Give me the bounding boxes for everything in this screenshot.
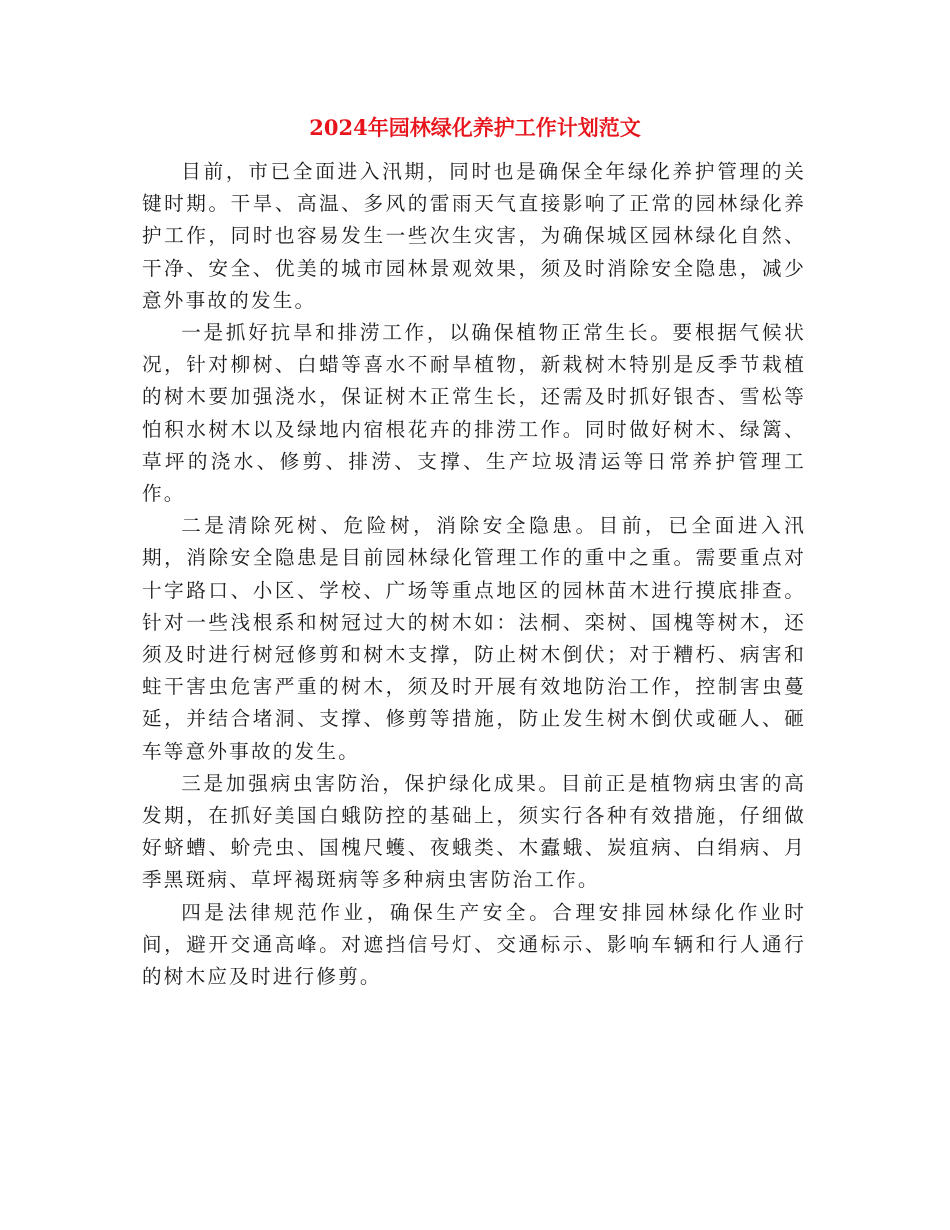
document-title: 2024年园林绿化养护工作计划范文 [309,115,641,140]
paragraph-drought-drainage: 一是抓好抗旱和排涝工作，以确保植物正常生长。要根据气候状况，针对柳树、白蜡等喜水不耐旱植物，新栽树木特别是反季节栽植的树木要加强浇水，保证树木正常生长，还需及时抓好银杏、雪松等怕积水树木以及绿地内宿根花卉的排涝工作。同时做好树木、绿篱、草坪的浇水、修剪、排涝、支撑、生产垃圾清运等日常养护管理工作。 [142,321,806,506]
paragraph-safe-operation: 四是法律规范作业，确保生产安全。合理安排园林绿化作业时间，避开交通高峰。对遮挡信号灯、交通标示、影响车辆和行人通行的树木应及时进行修剪。 [142,900,806,989]
paragraph-intro: 目前，市已全面进入汛期，同时也是确保全年绿化养护管理的关键时期。干旱、高温、多风的雷雨天气直接影响了正常的园林绿化养护工作，同时也容易发生一些次生灾害，为确保城区园林绿化自然、干净、安全、优美的城市园林景观效果，须及时消除安全隐患，减少意外事故的发生。 [142,160,806,312]
paragraph-dead-trees: 二是清除死树、危险树，消除安全隐患。目前，已全面进入汛期，消除安全隐患是目前园林绿化管理工作的重中之重。需要重点对十字路口、小区、学校、广场等重点地区的园林苗木进行摸底排查。针对一些浅根系和树冠过大的树木如：法桐、栾树、国槐等树木，还须及时进行树冠修剪和树木支撑，防止树木倒伏；对于糟朽、病害和蛀干害虫危害严重的树木，须及时开展有效地防治工作，控制害虫蔓延，并结合堵洞、支撑、修剪等措施，防止发生树木倒伏或砸人、砸车等意外事故的发生。 [142,514,806,763]
paragraph-pest-control: 三是加强病虫害防治，保护绿化成果。目前正是植物病虫害的高发期，在抓好美国白蛾防控的基础上，须实行各种有效措施，仔细做好蛴螬、蚧壳虫、国槐尺蠖、夜蛾类、木蠹蛾、炭疽病、白绢病、月季黑斑病、草坪褐斑病等多种病虫害防治工作。 [142,771,806,892]
document-body [142,156,806,993]
